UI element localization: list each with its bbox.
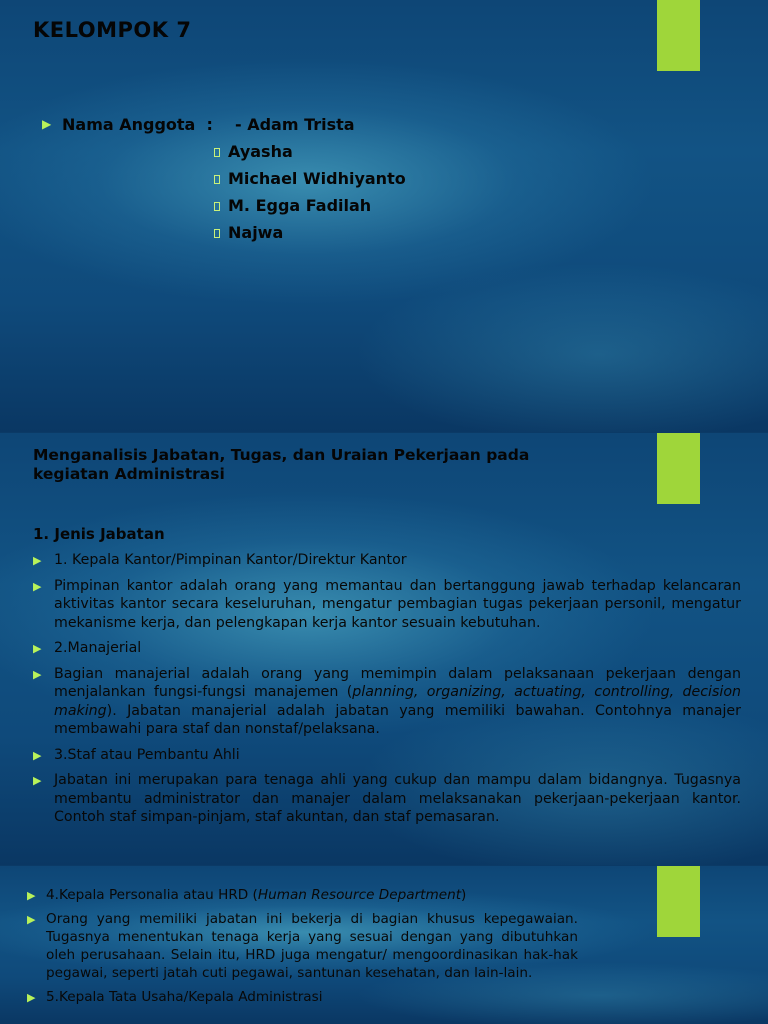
member-name: M. Egga Fadilah	[228, 196, 372, 215]
triangle-bullet-icon: ▶	[33, 642, 42, 655]
list-item	[27, 988, 578, 1006]
list-item	[33, 577, 741, 633]
green-accent-tab	[657, 866, 700, 937]
section-heading: 1. Jenis Jabatan	[33, 525, 165, 543]
bullet-list	[33, 551, 741, 834]
slide-1	[0, 0, 768, 432]
slide-title: KELOMPOK 7	[33, 18, 192, 42]
triangle-bullet-icon: ▶	[33, 748, 42, 762]
list-item	[27, 886, 578, 904]
triangle-bullet-icon: ▶	[27, 889, 36, 902]
management-terms: planning, organizing, actuating, controlling, decision making	[54, 684, 742, 719]
member-name: Michael Widhiyanto	[228, 169, 406, 188]
list-item-text: Orang yang memiliki jabatan ini bekerja di bagian khusus kepegawaian. Tugasnya menentukan tenaga kerja yang sesuai dengan yang dibutuhkan oleh perusahaan. Selain itu, HRD juga mengatur/ mengoordinasikan hak-hak pegawai, seperti jatah cuti pegawai, santunan kesehatan, dan lain-lain.	[46, 911, 578, 981]
list-item	[33, 551, 741, 570]
list-item	[33, 665, 741, 739]
member-name: - Adam Trista	[235, 115, 355, 134]
slide-2	[0, 433, 768, 865]
triangle-bullet-icon: ▶	[42, 117, 52, 131]
list-item-text: 2.Manajerial	[54, 640, 142, 656]
list-item-text: 3.Staf atau Pembantu Ahli	[54, 746, 240, 763]
slide-3	[0, 866, 768, 1024]
square-bullet-icon	[214, 175, 220, 184]
list-item-text: )	[461, 887, 467, 903]
triangle-bullet-icon: ▶	[33, 667, 42, 681]
list-item-text: Pimpinan kantor adalah orang yang memantau dan bertanggung jawab terhadap kelancaran aktivitas kantor secara keseluruhan, mengatur pembagian tugas pekerjaan personil, mengatur mekanisme kerja, dan pelengkapan kerja kantor sesuain kebutuhan.	[54, 577, 741, 631]
slide-title: Menganalisis Jabatan, Tugas, dan Uraian Pekerjaan pada kegiatan Administrasi	[33, 446, 530, 483]
green-accent-tab	[657, 0, 700, 71]
triangle-bullet-icon: ▶	[33, 774, 42, 787]
hrd-term: Human Resource Department	[257, 887, 462, 903]
triangle-bullet-icon: ▶	[27, 913, 36, 926]
members-label: Nama Anggota :	[62, 115, 213, 134]
list-item-text: ). Jabatan manajerial adalah jabatan yang memiliki bawahan. Contohnya manajer membawahi para staf dan nonstaf/pelaksana.	[54, 702, 741, 737]
list-item	[27, 910, 578, 982]
square-bullet-icon	[214, 229, 220, 238]
square-bullet-icon	[214, 148, 220, 157]
list-item	[33, 746, 741, 765]
list-item-text: 1. Kepala Kantor/Pimpinan Kantor/Direktur Kantor	[54, 552, 407, 568]
bullet-list	[27, 886, 578, 1012]
list-item	[33, 771, 741, 827]
green-accent-tab	[657, 433, 700, 504]
triangle-bullet-icon: ▶	[33, 554, 42, 567]
list-item-text: Bagian manajerial adalah orang yang memimpin dalam pelaksanaan pekerjaan dengan menjalankan fungsi-fungsi manajemen (	[54, 665, 741, 700]
list-item-text: Jabatan ini merupakan para tenaga ahli yang cukup dan mampu dalam bidangnya. Tugasnya membantu administrator dan manajer dalam melaksanakan pekerjaan-pekerjaan kantor. Contoh staf simpan-pinjam, staf akuntan, dan staf pemasaran.	[54, 772, 741, 825]
member-name: Ayasha	[228, 142, 293, 161]
list-item-text: 4.Kepala Personalia atau HRD (	[46, 887, 258, 903]
triangle-bullet-icon: ▶	[27, 991, 36, 1004]
member-name: Najwa	[228, 223, 284, 242]
square-bullet-icon	[214, 202, 220, 211]
list-item-text: 5.Kepala Tata Usaha/Kepala Administrasi	[46, 989, 323, 1005]
list-item	[33, 639, 741, 658]
triangle-bullet-icon: ▶	[33, 579, 42, 593]
